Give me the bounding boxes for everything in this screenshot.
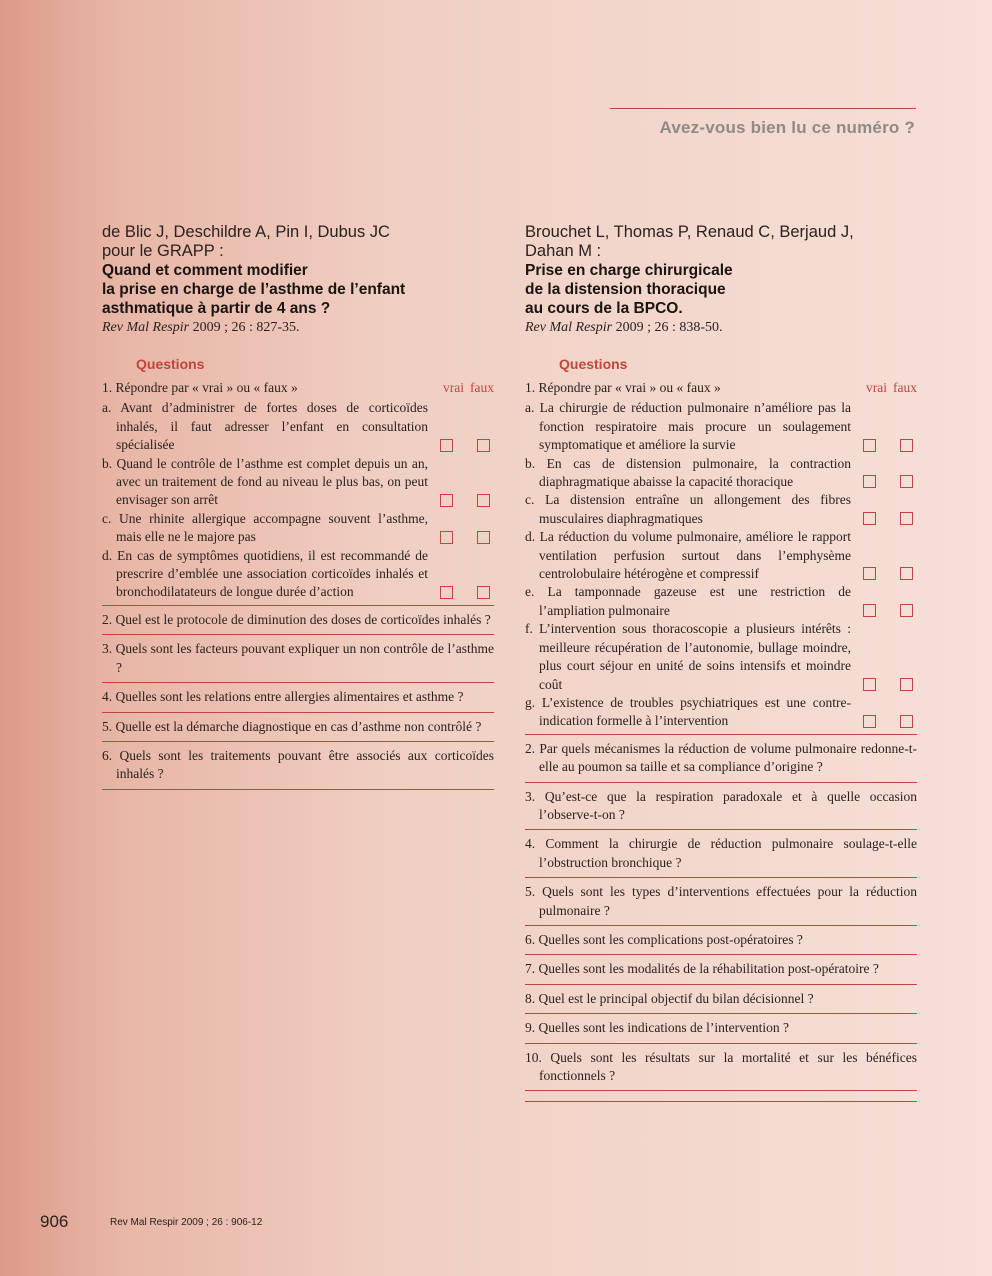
question-3: 3. Quels sont les facteurs pouvant expliquer un non contrôle de l’asthme ? — [102, 635, 494, 683]
article-title-line: asthmatique à partir de 4 ans ? — [102, 300, 331, 317]
question-6: 6. Quelles sont les complications post-opératoires ? — [525, 926, 917, 955]
false-checkbox[interactable] — [900, 439, 913, 452]
statement-text: e. La tamponnade gazeuse est une restriction de l’ampliation pulmonaire — [525, 584, 851, 618]
statement-b — [102, 455, 494, 510]
true-label: vrai — [866, 380, 887, 395]
true-checkbox[interactable] — [863, 678, 876, 691]
question-1-label: 1. Répondre par « vrai » ou « faux » — [102, 380, 298, 395]
statement-text: g. L’existence de troubles psychiatriques est une contre-indication formelle à l’intervention — [525, 694, 851, 729]
authors: Brouchet L, Thomas P, Renaud C, Berjaud J, — [525, 223, 854, 241]
question-5: 5. Quels sont les types d’interventions effectuées pour la réduction pulmonaire ? — [525, 878, 917, 926]
question-2: 2. Par quels mécanismes la réduction de volume pulmonaire redonne-t-elle au poumon sa taille et sa compliance d’origine ? — [525, 735, 917, 783]
article-title-line: de la distension thoracique — [525, 281, 726, 298]
question-9: 9. Quelles sont les indications de l’intervention ? — [525, 1014, 917, 1043]
statement-text: f. L’intervention sous thoracoscopie a plusieurs intérêts : meilleure récupération de l’autonomie, bullage moindre, plus court séjour en unité de soins intensifs et moindre coût — [525, 621, 851, 692]
statement-text: b. En cas de distension pulmonaire, la contraction diaphragmatique abaisse la capacité thoracique — [525, 455, 851, 490]
statement-c — [102, 510, 494, 547]
question-3: 3. Qu’est-ce que la respiration paradoxale et à quelle occasion l’observe-t-on ? — [525, 783, 917, 831]
statement-d — [102, 547, 494, 602]
statement-text: d. En cas de symptômes quotidiens, il est recommandé de prescrire d’emblée une association corticoïdes inhalés et bronchodilatateurs de longue durée d’action — [102, 547, 428, 600]
question-6: 6. Quels sont les traitements pouvant être associés aux corticoïdes inhalés ? — [102, 742, 494, 790]
question-4: 4. Comment la chirurgie de réduction pulmonaire soulage-t-elle l’obstruction bronchique ? — [525, 830, 917, 878]
statement-text: a. Avant d’administrer de fortes doses de corticoïdes inhalés, il faut adresser l’enfant en consultation spécialisée — [102, 400, 428, 453]
questions-heading: Questions — [559, 356, 628, 372]
true-checkbox[interactable] — [863, 475, 876, 488]
true-checkbox[interactable] — [863, 439, 876, 452]
article-title-line: la prise en charge de l’asthme de l’enfant — [102, 281, 406, 298]
false-checkbox[interactable] — [477, 494, 490, 507]
false-checkbox[interactable] — [900, 475, 913, 488]
statement-b — [525, 455, 917, 492]
article-title — [525, 261, 917, 318]
true-checkbox[interactable] — [440, 439, 453, 452]
question-10: 10. Quels sont les résultats sur la mortalité et sur les bénéfices fonctionnels ? — [525, 1044, 917, 1092]
false-checkbox[interactable] — [900, 604, 913, 617]
statement-g — [525, 694, 917, 731]
true-checkbox[interactable] — [440, 586, 453, 599]
citation — [102, 319, 494, 337]
statement-c — [525, 491, 917, 528]
citation-ref: 2009 ; 26 : 827-35. — [189, 320, 300, 335]
authors-group: pour le GRAPP : — [102, 242, 224, 260]
true-false-header — [860, 379, 917, 397]
question-5: 5. Quelle est la démarche diagnostique en cas d’asthme non contrôlé ? — [102, 713, 494, 742]
statement-e — [525, 583, 917, 620]
question-1-label: 1. Répondre par « vrai » ou « faux » — [525, 380, 721, 395]
true-false-header — [437, 379, 494, 397]
false-checkbox[interactable] — [900, 715, 913, 728]
question-2: 2. Quel est le protocole de diminution des doses de corticoïdes inhalés ? — [102, 606, 494, 635]
true-checkbox[interactable] — [863, 512, 876, 525]
false-checkbox[interactable] — [477, 586, 490, 599]
false-checkbox[interactable] — [900, 678, 913, 691]
question-4: 4. Quelles sont les relations entre allergies alimentaires et asthme ? — [102, 683, 494, 712]
question-8: 8. Quel est le principal objectif du bilan décisionnel ? — [525, 985, 917, 1014]
questions-heading: Questions — [136, 356, 205, 372]
page-header-title: Avez-vous bien lu ce numéro ? — [659, 118, 915, 137]
true-checkbox[interactable] — [440, 494, 453, 507]
citation-ref: 2009 ; 26 : 838-50. — [612, 320, 723, 335]
statement-f — [525, 620, 917, 694]
statement-text: c. La distension entraîne un allongement des fibres musculaires diaphragmatiques — [525, 492, 851, 526]
question-7: 7. Quelles sont les modalités de la réhabilitation post-opératoire ? — [525, 955, 917, 984]
question-1-label-row — [102, 379, 494, 397]
false-label: faux — [893, 380, 917, 395]
journal-name: Rev Mal Respir — [525, 320, 613, 335]
article-right — [525, 223, 917, 1102]
statement-text: c. Une rhinite allergique accompagne souvent l’asthme, mais elle ne le majore pas — [102, 510, 428, 545]
header-rule — [610, 108, 916, 109]
true-checkbox[interactable] — [440, 531, 453, 544]
true-label: vrai — [443, 380, 464, 395]
question-1-label-row — [525, 379, 917, 397]
false-label: faux — [470, 380, 494, 395]
page-number: 906 — [40, 1212, 69, 1231]
article-title — [102, 261, 494, 318]
false-checkbox[interactable] — [900, 512, 913, 525]
statement-d — [525, 528, 917, 583]
statement-text: b. Quand le contrôle de l’asthme est complet depuis un an, avec un traitement de fond au niveau le plus bas, on peut envisager son arrêt — [102, 455, 428, 508]
article-left — [102, 223, 494, 790]
question-11 — [525, 1091, 917, 1102]
false-checkbox[interactable] — [477, 439, 490, 452]
article-title-line: au cours de la BPCO. — [525, 300, 683, 317]
true-checkbox[interactable] — [863, 567, 876, 580]
authors-continued: Dahan M : — [525, 242, 602, 260]
article-title-line: Quand et comment modifier — [102, 262, 308, 279]
question-1 — [525, 379, 917, 735]
question-1 — [102, 379, 494, 606]
statement-a — [102, 399, 494, 454]
footer-citation: Rev Mal Respir 2009 ; 26 : 906-12 — [110, 1217, 263, 1228]
true-checkbox[interactable] — [863, 604, 876, 617]
true-checkbox[interactable] — [863, 715, 876, 728]
authors: de Blic J, Deschildre A, Pin I, Dubus JC — [102, 223, 390, 241]
false-checkbox[interactable] — [900, 567, 913, 580]
citation — [525, 319, 917, 337]
false-checkbox[interactable] — [477, 531, 490, 544]
statement-text: a. La chirurgie de réduction pulmonaire n’améliore pas la fonction respiratoire mais procure un soulagement symptomatique et améliore la survie — [525, 400, 851, 453]
article-title-line: Prise en charge chirurgicale — [525, 262, 733, 279]
statement-a — [525, 399, 917, 454]
statement-text: d. La réduction du volume pulmonaire, améliore le rapport ventilation perfusion surtout dans l’emphysème centrolobulaire hétérogène et compressif — [525, 529, 851, 582]
journal-name: Rev Mal Respir — [102, 320, 190, 335]
